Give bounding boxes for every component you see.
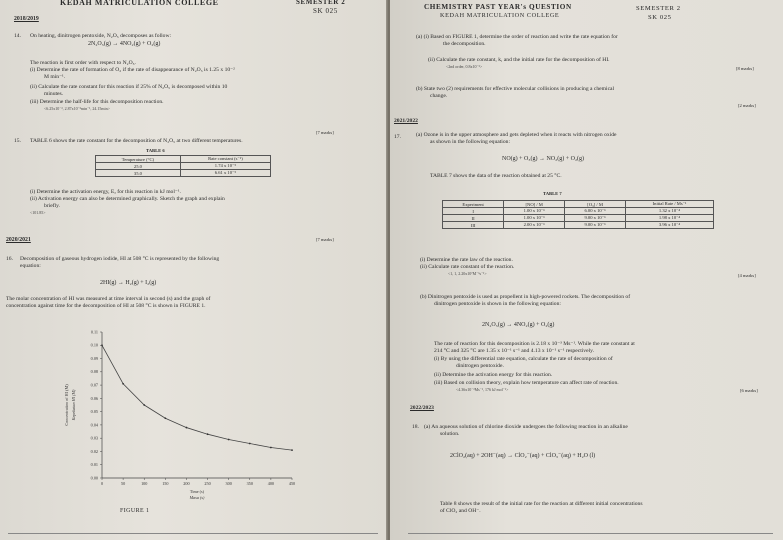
q17-b-equation: 2N₂O₅(g) → 4NO₂(g) + O₂(g) bbox=[482, 322, 555, 328]
table-row bbox=[96, 170, 271, 177]
q18-equation: 2ClO₂(aq) + 2OH⁻(aq) → ClO₂⁻(aq) + ClO₃⁻(aq) + H₂O (l) bbox=[450, 453, 596, 459]
table-cell: 1.74 x 10⁻⁵ bbox=[180, 163, 270, 170]
table-row bbox=[443, 208, 714, 215]
data-point bbox=[143, 404, 145, 406]
x-tick-label: 100 bbox=[141, 481, 148, 486]
q14-part-i: (i) Determine the rate of formation of O₂ if the rate of disappearance of N₂O₅ is 1.25 x 10⁻² bbox=[30, 67, 235, 73]
q15-part-ii-b: briefly. bbox=[44, 203, 60, 209]
q17-b-paragraph-b: 214 °C and 325 °C are 1.35 x 10⁻¹ s⁻¹ and 4.13 x 10⁻¹ s⁻¹ respectively. bbox=[434, 348, 594, 354]
table-cell: 1.00 x 10⁻⁶ bbox=[504, 208, 565, 215]
q17-b-part-iii: (iii) Based on collision theory, explain how temperature can affect rate of reaction. bbox=[434, 380, 619, 386]
table-cell: 2.00 x 10⁻⁶ bbox=[504, 222, 565, 229]
y-tick-label: 0.06 bbox=[90, 395, 98, 401]
data-point bbox=[164, 417, 166, 419]
q18-table-intro-b: of ClO₂ and OH⁻. bbox=[440, 508, 481, 514]
table-cell: 9.00 x 10⁻⁶ bbox=[565, 222, 626, 229]
figure1-label: FIGURE 1 bbox=[120, 508, 150, 514]
q17-a: (a) Ozone is in the upper atmosphere and gets depleted when it reacts with nitrogen oxide bbox=[416, 132, 617, 138]
table6-header-rate-constant: Rate constant (s⁻¹) bbox=[180, 156, 270, 163]
x-tick-label: 250 bbox=[204, 481, 211, 486]
table7-title: TABLE 7 bbox=[543, 191, 562, 196]
y-tick-label: 0.07 bbox=[90, 382, 98, 388]
q16-text-b: equation: bbox=[20, 263, 41, 269]
year-heading-2020: 2020/2021 bbox=[6, 237, 31, 243]
table6-header-temperature: Temperature (°C) bbox=[96, 156, 181, 163]
q14-answers: <6.25x10⁻³, 2.87x10⁻²min⁻¹, 24.15min> bbox=[44, 106, 110, 111]
y-axis-label-handwritten: Kepekatan HI (M) bbox=[71, 389, 76, 421]
table-cell: 6.61 x 10⁻⁵ bbox=[180, 170, 270, 177]
table-row bbox=[443, 222, 714, 229]
x-tick-label: 150 bbox=[162, 481, 169, 486]
q16-a-i: (a) (i) Based on FIGURE 1, determine the order of reaction and write the rate equation for bbox=[416, 34, 618, 40]
data-point bbox=[228, 439, 230, 441]
y-tick-label: 0.09 bbox=[90, 355, 98, 361]
q17-b-part-ii: (ii) Determine the activation energy for this reaction. bbox=[434, 372, 553, 378]
q17-part-i: (i) Determine the rate law of the reaction. bbox=[420, 257, 513, 263]
left-header-title: KEDAH MATRICULATION COLLEGE bbox=[60, 0, 219, 7]
table-cell: III bbox=[443, 222, 504, 229]
q14-part-ii-b: minutes. bbox=[44, 91, 64, 97]
q16-b-b: change. bbox=[430, 93, 448, 99]
q14-part-ii: (ii) Calculate the rate constant for this reaction if 25% of N₂O₅ is decomposed within 10 bbox=[30, 84, 228, 90]
q17-b-part-i: (i) By using the differential rate equation, calculate the rate of decomposition of bbox=[434, 356, 613, 362]
y-axis-label: Concentration of HI (M) bbox=[64, 384, 69, 426]
table7 bbox=[442, 200, 714, 229]
x-tick-label: 300 bbox=[225, 481, 232, 486]
q18-table-intro: Table 8 shows the result of the initial rate for the reaction at different initial concentrations bbox=[440, 501, 643, 507]
q17-b-b: dinitrogen pentoxide is shown in the following equation: bbox=[434, 301, 561, 307]
year-heading-2018: 2018/2019 bbox=[14, 16, 39, 22]
q17-part-ii: (ii) Calculate rate constant of the reaction. bbox=[420, 264, 515, 270]
q15-part-ii: (ii) Activation energy can also be determined graphically. Sketch the graph and explain bbox=[30, 196, 225, 202]
q16-paragraph-b: concentration against time for the decomposition of HI at 508 °C is shown in FIGURE 1. bbox=[6, 303, 206, 309]
q16-a-marks: [8 marks] bbox=[736, 66, 754, 71]
q14-marks: [7 marks] bbox=[316, 130, 334, 135]
q16-b: (b) State two (2) requirements for effective molecular collisions in producing a chemical bbox=[416, 86, 615, 92]
data-point bbox=[270, 447, 272, 449]
q17-b-marks: [6 marks] bbox=[740, 388, 758, 393]
data-point bbox=[207, 433, 209, 435]
x-axis-label: Time (s) bbox=[189, 489, 205, 494]
left-header-code: SK 025 bbox=[313, 7, 338, 15]
q14-part-iii: (iii) Determine the half-life for this decomposition reaction. bbox=[30, 99, 164, 105]
q16-paragraph: The molar concentration of HI was measured at time interval in second (s) and the graph of bbox=[6, 296, 211, 302]
right-header-semester: SEMESTER 2 bbox=[636, 5, 681, 12]
q17-b: (b) Dinitrogen pentoxide is used as propellent in high-powered rockets. The decomposition of bbox=[420, 294, 631, 300]
q14-number: 14. bbox=[14, 33, 21, 39]
y-tick-label: 0.05 bbox=[90, 409, 98, 415]
y-tick-label: 0.01 bbox=[90, 462, 98, 468]
series-line-hi-concentration bbox=[102, 345, 292, 450]
q17-b-paragraph: The rate of reaction for this decomposition is 2.18 x 10⁻³ Ms⁻¹. While the rate constant at bbox=[434, 341, 635, 347]
table7-header-o3: [O₃] / M bbox=[565, 201, 626, 208]
q16-b-marks: [2 marks] bbox=[738, 103, 756, 108]
left-header-semester: SEMESTER 2 bbox=[296, 0, 346, 6]
x-tick-label: 450 bbox=[288, 481, 296, 486]
left-page bbox=[0, 0, 388, 540]
x-tick-label: 50 bbox=[121, 481, 126, 486]
q16-equation: 2HI(g) → H₂(g) + I₂(g) bbox=[100, 280, 157, 286]
q14-intro: The reaction is first order with respect to N₂O₅. bbox=[30, 60, 136, 66]
data-point bbox=[122, 383, 124, 385]
x-tick-label: 350 bbox=[246, 481, 253, 486]
x-axis-label-handwritten: Masa (s) bbox=[189, 495, 205, 500]
x-tick-label: 0 bbox=[100, 481, 104, 486]
y-tick-label: 0.11 bbox=[90, 329, 98, 335]
table6-title: TABLE 6 bbox=[146, 148, 165, 153]
table-cell: I bbox=[443, 208, 504, 215]
data-point bbox=[291, 449, 293, 451]
q18-a-b: solution. bbox=[440, 431, 460, 437]
q17-marks: [4 marks] bbox=[738, 273, 756, 278]
q16-text: Decomposition of gaseous hydrogen iodide, HI at 508 °C is represented by the following bbox=[20, 256, 220, 262]
table7-header-no: [NO] / M bbox=[504, 201, 565, 208]
x-tick-label: 200 bbox=[183, 481, 190, 486]
table-cell: 1.00 x 10⁻⁶ bbox=[504, 215, 565, 222]
table6 bbox=[95, 155, 271, 177]
y-tick-label: 0.08 bbox=[90, 369, 98, 375]
y-tick-label: 0.04 bbox=[90, 422, 98, 428]
q17-b-answers: <4.36x10⁻³Ms⁻¹, 176 kJ mol⁻¹> bbox=[456, 387, 509, 392]
q15-marks: [7 marks] bbox=[316, 237, 334, 242]
data-point bbox=[101, 344, 103, 346]
right-footer-line bbox=[408, 533, 773, 534]
y-tick-label: 0.10 bbox=[90, 342, 98, 348]
table-cell: 3.96 x 10⁻⁴ bbox=[626, 222, 714, 229]
data-point bbox=[249, 443, 251, 445]
x-tick-label: 400 bbox=[267, 481, 275, 486]
y-tick-label: 0.00 bbox=[90, 475, 98, 481]
q15-text: TABLE 6 shows the rate constant for the decomposition of N₂O₅ at two different temperatures. bbox=[30, 138, 243, 144]
left-footer-line bbox=[8, 533, 378, 534]
q15-part-i: (i) Determine the activation energy, Eₐ for this reaction in kJ mol⁻¹. bbox=[30, 189, 181, 195]
q14-equation: 2N₂O₅(g) → 4NO₂(g) + O₂(g) bbox=[88, 41, 161, 47]
q17-table-intro: TABLE 7 shows the data of the reaction obtained at 25 °C. bbox=[430, 173, 562, 179]
q16-number: 16. bbox=[6, 256, 13, 262]
q14-part-i-unit: M min⁻¹. bbox=[44, 74, 66, 80]
figure1-chart bbox=[56, 320, 306, 510]
q17-number: 17. bbox=[394, 134, 401, 140]
q17-answers: <1, 1, 2.20x10⁷M⁻¹s⁻¹> bbox=[448, 271, 487, 276]
y-tick-label: 0.02 bbox=[90, 448, 98, 454]
table-cell: 9.00 x 10⁻⁶ bbox=[565, 215, 626, 222]
right-header-subtitle: KEDAH MATRICULATION COLLEGE bbox=[440, 12, 560, 19]
year-heading-2021: 2021/2022 bbox=[394, 118, 418, 124]
table-row bbox=[443, 215, 714, 222]
q17-b-part-i-b: dinitrogen pentoxide. bbox=[456, 363, 504, 369]
right-page bbox=[390, 0, 783, 540]
year-heading-2022: 2022/2023 bbox=[410, 405, 434, 411]
table-cell: 1.98 x 10⁻⁴ bbox=[626, 215, 714, 222]
table-cell: 6.00 x 10⁻⁶ bbox=[565, 208, 626, 215]
q18-a: (a) An aqueous solution of chlorine dioxide undergoes the following reaction in an alkaline bbox=[424, 424, 628, 430]
table-cell: 25.0 bbox=[96, 163, 181, 170]
q15-number: 15. bbox=[14, 138, 21, 144]
q14-text: On heating, dinitrogen pentoxide, N₂O₅ decomposes as follow: bbox=[30, 33, 172, 39]
right-header-code: SK 025 bbox=[648, 14, 672, 21]
q16-a-answers: <2nd order, 0.8x10⁻³> bbox=[446, 64, 483, 69]
table7-header-experiment: Experiment bbox=[443, 201, 504, 208]
q17-a-b: as shown in the following equation: bbox=[430, 139, 511, 145]
data-point bbox=[186, 427, 188, 429]
table-cell: 1.32 x 10⁻⁴ bbox=[626, 208, 714, 215]
q15-answers: <101.85> bbox=[30, 210, 46, 215]
right-header-title: CHEMISTRY PAST YEAR's QUESTION bbox=[424, 3, 572, 11]
table-cell: 35.0 bbox=[96, 170, 181, 177]
table7-header-initial-rate: Initial Rate / Ms⁻¹ bbox=[626, 201, 714, 208]
q16-a-i-b: the decomposition. bbox=[443, 41, 486, 47]
y-tick-label: 0.03 bbox=[90, 435, 98, 441]
q16-a-ii: (ii) Calculate the rate constant, k, and the initial rate for the decomposition of HI. bbox=[428, 57, 610, 63]
table-cell: II bbox=[443, 215, 504, 222]
q17-equation: NO(g) + O₃(g) → NO₂(g) + O₂(g) bbox=[502, 156, 585, 162]
table-row bbox=[96, 163, 271, 170]
q18-number: 18. bbox=[412, 424, 419, 430]
